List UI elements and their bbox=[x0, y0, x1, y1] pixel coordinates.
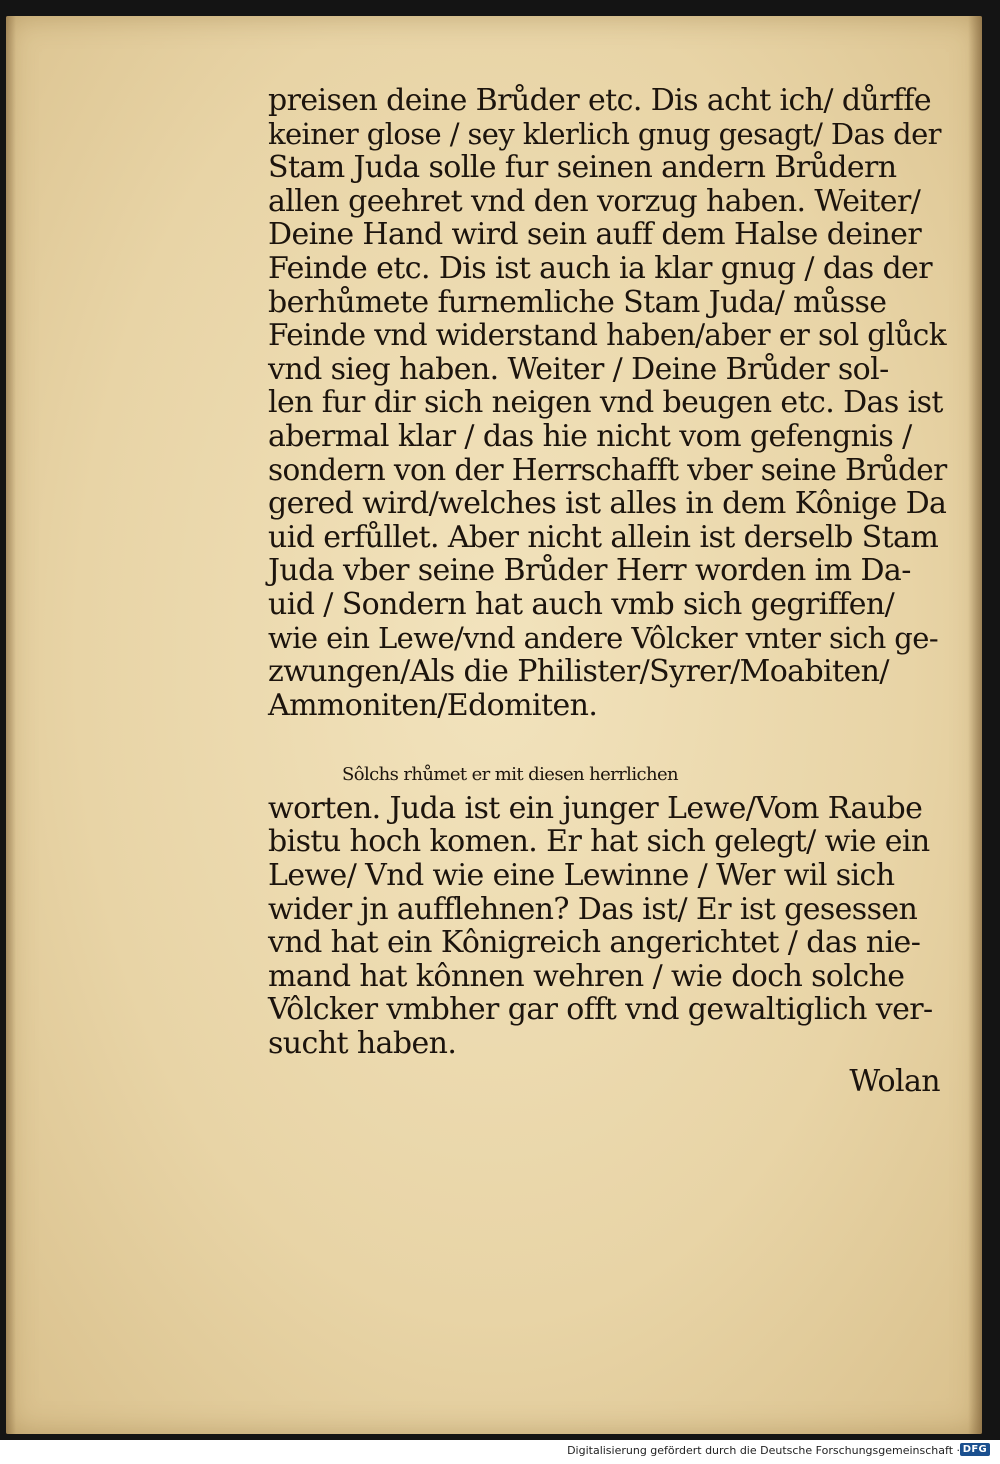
text-line: abermal klar / das hie nicht vom gefengnis / bbox=[268, 418, 912, 454]
text-line: worten. Juda ist ein junger Lewe/Vom Raube bbox=[268, 790, 923, 826]
text-line: vnd hat ein Kônigreich angerichtet / das nie- bbox=[268, 925, 921, 961]
funding-credit: Digitalisierung gefördert durch die Deutsche Forschungsgemeinschaft · bbox=[567, 1444, 960, 1457]
text-line: Deine Hand wird sein auff dem Halse deiner bbox=[268, 217, 922, 253]
text-line: vnd sieg haben. Weiter / Deine Brůder sol- bbox=[268, 351, 889, 387]
text-line: sondern von der Herrschafft vber seine Brůder bbox=[268, 452, 947, 487]
paragraph-2 bbox=[268, 758, 948, 1060]
paragraph-gap bbox=[268, 722, 948, 758]
catchword: Wolan bbox=[849, 1063, 940, 1099]
text-line: uid erfůllet. Aber nicht allein ist derselb Stam bbox=[268, 519, 939, 555]
text-line: wie ein Lewe/vnd andere Vôlcker vnter sich ge- bbox=[268, 620, 939, 655]
text-line: Stam Juda solle fur seinen andern Brůdern bbox=[268, 150, 897, 186]
text-line: Feinde etc. Dis ist auch ia klar gnug / das der bbox=[268, 250, 932, 286]
paragraph-1 bbox=[268, 84, 948, 722]
text-line: zwungen/Als die Philister/Syrer/Moabiten/ bbox=[268, 654, 889, 690]
dfg-logo: DFG bbox=[960, 1443, 990, 1456]
footer-bar bbox=[0, 1440, 1000, 1464]
text-line: uid / Sondern hat auch vmb sich gegriffen/ bbox=[268, 586, 895, 622]
text-line: Ammoniten/Edomiten. bbox=[268, 687, 598, 723]
text-line: Juda vber seine Brůder Herr worden im Da- bbox=[268, 553, 911, 589]
text-line: Vôlcker vmbher gar offt vnd gewaltiglich ver- bbox=[268, 992, 933, 1028]
text-line: keiner glose / sey klerlich gnug gesagt/ Das der bbox=[268, 116, 941, 151]
text-line: mand hat kônnen wehren / wie doch solche bbox=[268, 958, 905, 994]
text-line: sucht haben. bbox=[268, 1026, 457, 1062]
text-line: bistu hoch komen. Er hat sich gelegt/ wie ein bbox=[268, 824, 930, 860]
text-line: gered wird/welches ist alles in dem Kônige Da bbox=[268, 486, 947, 522]
text-line: Feinde vnd widerstand haben/aber er sol glůck bbox=[268, 318, 947, 353]
text-line: allen geehret vnd den vorzug haben. Weiter/ bbox=[268, 183, 921, 219]
text-line: berhůmete furnemliche Stam Juda/ můsse bbox=[268, 284, 887, 320]
page-gutter-shadow bbox=[6, 16, 16, 1434]
text-line: Lewe/ Vnd wie eine Lewinne / Wer wil sich bbox=[268, 858, 895, 894]
text-line: wider jn aufflehnen? Das ist/ Er ist gesessen bbox=[268, 891, 918, 927]
text-line: Sôlchs rhůmet er mit diesen herrlichen bbox=[342, 764, 679, 786]
text-line: len fur dir sich neigen vnd beugen etc. Das ist bbox=[268, 385, 943, 421]
page-text bbox=[268, 84, 948, 1098]
page-edge-shadow bbox=[968, 16, 982, 1434]
text-line: preisen deine Brůder etc. Dis acht ich/ důrffe bbox=[268, 83, 932, 118]
